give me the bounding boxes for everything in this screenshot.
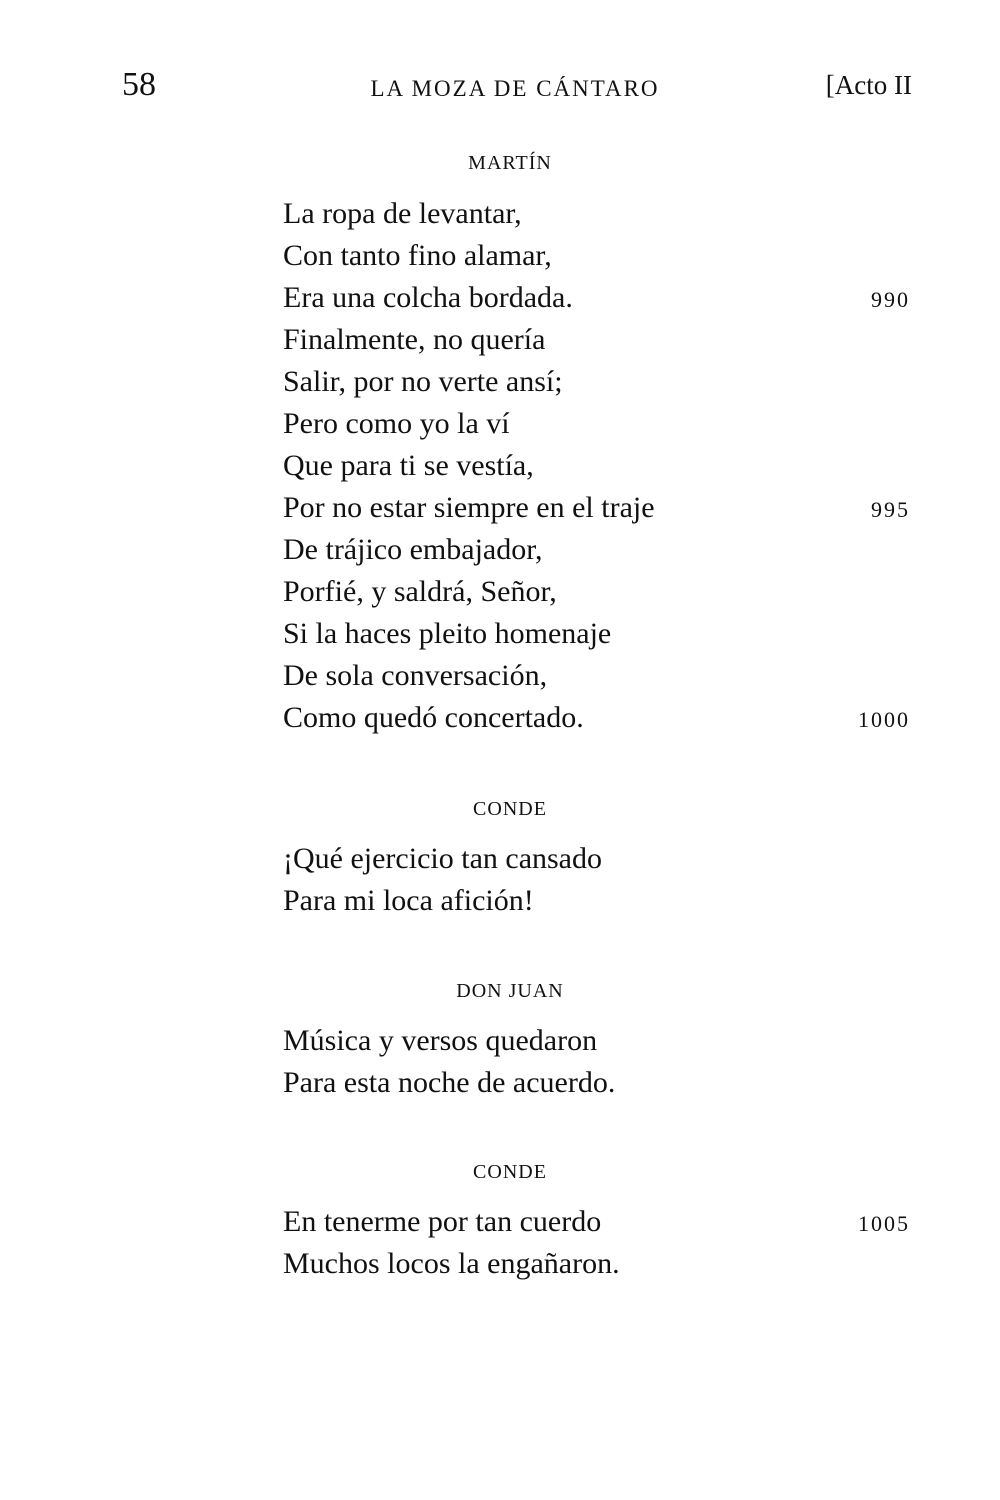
speaker-name: DON JUAN (456, 980, 564, 1002)
verse-line: Era una colcha bordada. (283, 281, 573, 314)
verse-line: Para mi loca afición! (283, 884, 534, 917)
verse-line: Muchos locos la engañaron. (283, 1247, 620, 1280)
verse-line: Como quedó concertado. (283, 701, 584, 734)
verse-line: Con tanto fino alamar, (283, 239, 552, 272)
speaker-name: CONDE (473, 1161, 547, 1183)
verse-line: Porfié, y saldrá, Señor, (283, 575, 557, 608)
verse-line: Pero como yo la ví (283, 407, 510, 440)
line-number: 1005 (858, 1211, 910, 1236)
verse-line: La ropa de levantar, (283, 197, 522, 230)
verse-line: Que para ti se vestía, (283, 449, 534, 482)
verse-line: De trájico embajador, (283, 533, 543, 566)
running-header (0, 62, 1000, 108)
speaker-name: CONDE (473, 798, 547, 820)
line-number: 990 (871, 287, 910, 312)
running-title: LA MOZA DE CÁNTARO (370, 76, 660, 101)
line-number: 1000 (858, 707, 910, 732)
verse-line: Finalmente, no quería (283, 323, 546, 356)
page-number: 58 (122, 66, 156, 103)
line-number: 995 (871, 497, 910, 522)
verse-line: Si la haces pleito homenaje (283, 617, 612, 650)
verse-line: ¡Qué ejercicio tan cansado (283, 842, 602, 875)
verse-line: Salir, por no verte ansí; (283, 365, 563, 398)
verse-line: De sola conversación, (283, 659, 548, 692)
speaker-name: MARTÍN (468, 152, 552, 174)
verse-line: Música y versos quedaron (283, 1024, 598, 1057)
act-label: [Acto II (825, 70, 912, 100)
verse-line: Por no estar siempre en el traje (283, 491, 655, 524)
verse-line: Para esta noche de acuerdo. (283, 1066, 616, 1099)
verse-line: En tenerme por tan cuerdo (283, 1205, 602, 1238)
